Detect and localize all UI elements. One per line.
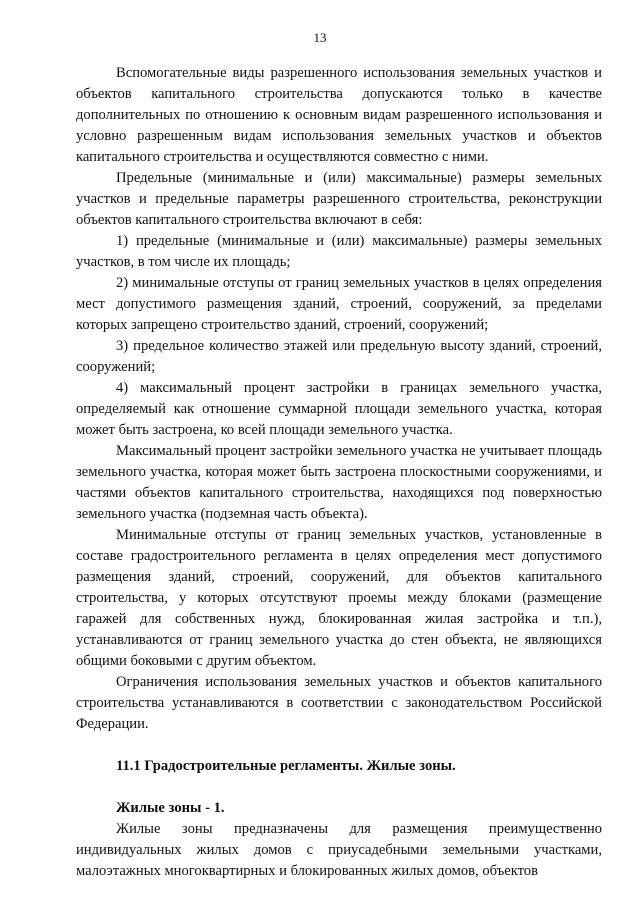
paragraph-auxiliary-uses: Вспомогательные виды разрешенного использования земельных участков и объектов капитального строительства допускаются только в качестве дополнительных по отношению к основным видам разрешенного использования и условно разрешенным видам использования земельных участков и объектов капитального строительства и осуществляются совместно с ними. <box>76 65 602 165</box>
zone-heading: Жилые зоны - 1. <box>116 800 225 816</box>
paragraph-limit-parameters: Предельные (минимальные и (или) максимальные) размеры земельных участков и предельные параметры разрешенного строительства, реконструкции объектов капитального строительства включают в себя: <box>76 170 602 228</box>
zone-paragraph: Жилые зоны предназначены для размещения преимущественно индивидуальных жилых домов с приусадебными земельными участками, малоэтажных многоквартирных и блокированных жилых домов, объектов <box>76 821 602 879</box>
list-item-min-setbacks: 2) минимальные отступы от границ земельных участков в целях определения мест допустимого размещения зданий, строений, сооружений, за пределами которых запрещено строительство зданий, строений, сооружений; <box>76 275 602 333</box>
paragraph-coverage-note: Максимальный процент застройки земельного участка не учитывает площадь земельного участка, которая может быть застроена плоскостными сооружениями, и частями объектов капитального строительства, находящихся под поверхностью земельного участка (подземная часть объекта). <box>76 443 602 522</box>
page-number: 13 <box>313 30 327 45</box>
paragraph-setbacks-note: Минимальные отступы от границ земельных участков, установленные в составе градостроительного регламента в целях определения мест допустимого размещения зданий, строений, сооружений, для объектов капитального строительства, у которых отсутствуют проемы между блоками (размещение гаражей для собственных нужд, блокированная жилая застройка и т.п.), устанавливаются от границ земельного участка до стен объекта, не являющихся общими боковыми с другим объектом. <box>76 527 602 669</box>
paragraph-restrictions: Ограничения использования земельных участков и объектов капитального строительства устанавливаются в соответствии с законодательством Российской Федерации. <box>76 674 602 732</box>
document-body <box>76 63 602 882</box>
list-item-plot-sizes: 1) предельные (минимальные и (или) максимальные) размеры земельных участков, в том числе их площадь; <box>76 233 602 270</box>
list-item-max-coverage: 4) максимальный процент застройки в границах земельного участка, определяемый как отношение суммарной площади земельного участка, которая может быть застроена, ко всей площади земельного участка. <box>76 380 602 438</box>
list-item-max-floors: 3) предельное количество этажей или предельную высоту зданий, строений, сооружений; <box>76 338 602 375</box>
section-heading: 11.1 Градостроительные регламенты. Жилые зоны. <box>116 758 456 774</box>
